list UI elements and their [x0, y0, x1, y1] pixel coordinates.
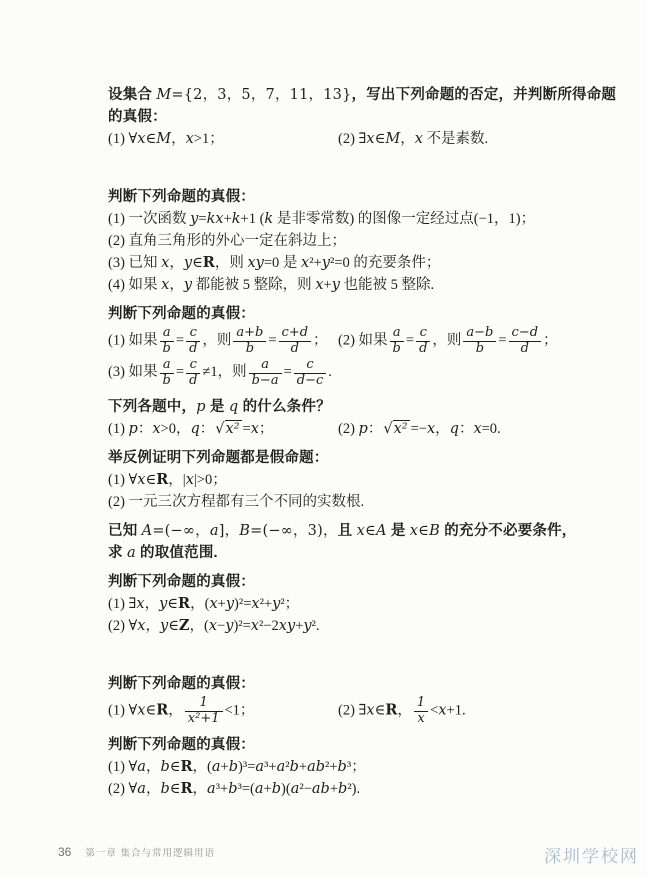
fraction-numerator: a	[160, 358, 174, 374]
math-variable: x	[473, 421, 482, 438]
math-variable: x	[161, 277, 170, 293]
problem-item-line	[108, 756, 600, 778]
math-variable: k	[264, 211, 274, 227]
fraction-denominator: d	[419, 340, 428, 356]
math-variable: a	[137, 781, 146, 798]
line-column: (2) ∃x∈M，x 不是素数.	[338, 131, 489, 147]
exercise-problem	[108, 673, 600, 727]
math-variable: a	[126, 545, 136, 562]
math-variable: x	[356, 523, 365, 540]
line-column: 求 a 的取值范围.	[108, 545, 218, 562]
fraction	[160, 358, 174, 388]
line-column: 判断下列命题的真假：	[108, 737, 255, 754]
math-variable: a	[255, 759, 265, 776]
math-variable: b	[160, 781, 170, 798]
math-variable: A	[375, 523, 387, 540]
exercise-problem	[108, 447, 600, 513]
radicand: x²	[393, 421, 408, 438]
page-footer	[58, 845, 215, 859]
math-variable: b	[228, 781, 238, 798]
problem-item-line	[108, 208, 600, 230]
line-column: (1) ∃x，y∈R，(x+y)²=x²+y²；	[108, 595, 300, 613]
line-column: (1) ∀x∈R， $\frac{1}{\text{x²+1}}$ <1；	[108, 695, 255, 726]
line-column: (1) ∀x∈M，x>1；	[108, 131, 224, 147]
math-variable: y	[190, 211, 199, 227]
line-column: (2) ∀x，y∈Z，(x−y)²=x²−2xy+y².	[108, 617, 320, 635]
problem-item-line	[108, 491, 600, 513]
problem-stem-line	[108, 106, 600, 128]
square-root	[383, 418, 409, 440]
fraction-numerator: c	[186, 326, 200, 342]
problem-item-line	[108, 778, 600, 800]
line-column: 下列各题中，p 是 q 的什么条件？	[108, 399, 331, 416]
fraction-numerator: a	[249, 358, 282, 374]
math-variable: p	[196, 399, 206, 416]
problem-item-line	[108, 357, 600, 389]
line-column: (1) p：x>0，q：√x² =x；	[108, 418, 338, 440]
math-variable: x	[438, 702, 447, 719]
problem-item-line	[108, 274, 600, 296]
math-variable: q	[228, 399, 239, 416]
line-column: (1) 一次函数 y=kx+k+1 (k 是非零常数) 的图像一定经过点(−1，1)；	[108, 211, 536, 227]
math-variable: b	[271, 781, 282, 798]
fraction-numerator: 1	[414, 696, 428, 712]
math-set-symbol: R	[178, 595, 191, 613]
line-column: (2) ∀a，b∈R，a³+b³=(a+b)(a²−ab+b²).	[108, 780, 361, 798]
line-column: 判断下列命题的真假：	[108, 189, 255, 205]
math-variable: y	[183, 255, 193, 271]
problem-item-line	[108, 418, 600, 440]
math-variable: M	[156, 87, 172, 103]
line-column: 判断下列命题的真假：	[108, 306, 255, 322]
fraction-denominator: x	[417, 710, 425, 726]
math-variable: x	[366, 702, 375, 719]
math-variable: xy	[278, 618, 296, 635]
fraction	[186, 358, 200, 388]
math-set-symbol: R	[156, 471, 169, 489]
math-variable: x	[414, 131, 423, 147]
math-variable: x	[301, 255, 310, 271]
problem-stem-line	[108, 673, 600, 695]
math-variable: b	[228, 759, 239, 776]
fraction-denominator: b	[162, 372, 171, 388]
math-variable: A	[141, 523, 153, 540]
math-variable: y	[272, 596, 281, 613]
line-column: (2) 一元三次方程都有三个不同的实数根.	[108, 494, 365, 511]
problem-stem-line	[108, 186, 600, 208]
math-set-symbol: R	[180, 758, 193, 776]
fraction-denominator: b	[245, 340, 255, 356]
fraction-denominator: b−a	[251, 372, 279, 388]
problem-item-line	[108, 230, 600, 252]
math-variable: x	[250, 618, 259, 635]
exercise-problem	[108, 520, 600, 564]
math-variable: y	[159, 596, 168, 613]
fraction-denominator: d	[520, 340, 529, 356]
radical-sign: √	[215, 421, 225, 438]
math-variable: b	[289, 759, 299, 776]
line-column: 的真假：	[108, 109, 167, 125]
line-column: (2) p：√x² =−x，q：x=0.	[338, 418, 600, 440]
math-variable: y	[303, 618, 312, 635]
math-variable: a	[290, 781, 300, 798]
math-variable: x	[137, 702, 146, 719]
math-variable: a	[276, 759, 286, 776]
fraction	[463, 326, 496, 356]
exercise-problem	[108, 396, 600, 440]
fraction-denominator: b	[475, 340, 485, 356]
math-variable: x	[137, 618, 146, 635]
math-variable: x	[161, 255, 170, 271]
math-set-symbol: R	[202, 254, 215, 271]
fraction-numerator: a	[160, 326, 174, 342]
exercise-problem	[108, 734, 600, 800]
math-set-symbol: R	[156, 701, 169, 719]
math-variable: y	[159, 618, 169, 635]
math-variable: ab	[307, 759, 326, 776]
line-column: 判断下列命题的真假：	[108, 574, 255, 591]
math-variable: p	[128, 421, 138, 438]
line-column: (2) 如果 $\frac{a}{b}$ = $\frac{c}{d}$ ，则 $\frac{a-b}{b}$ = $\frac{c-d}{d}$ ；	[338, 325, 558, 356]
line-column: (1) 如果 $\frac{a}{b}$ = $\frac{c}{d}$ ，则 $\frac{a+b}{b}$ = $\frac{c+d}{d}$ ；	[108, 325, 328, 356]
fraction	[414, 696, 428, 726]
math-variable: a	[211, 759, 221, 776]
square-root	[215, 418, 241, 440]
math-variable: M	[385, 131, 401, 147]
fraction-numerator: a	[390, 326, 404, 342]
line-column: (4) 如果 x，y 都能被 5 整除，则 x+y 也能被 5 整除.	[108, 277, 435, 293]
problem-stem-line	[108, 84, 617, 106]
line-column: (3) 如果 $\frac{a}{b}$ = $\frac{c}{d}$ ≠1，则 $\frac{a}{b-a}$ = $\frac{c}{d-c}$ .	[108, 357, 332, 388]
problem-item-line	[108, 615, 600, 637]
math-variable: x	[136, 596, 145, 613]
radicand: x²	[225, 421, 240, 438]
line-column: (1) ∀a，b∈R，(a+b)³=a³+a²b+ab²+b³；	[108, 758, 366, 776]
fraction	[249, 358, 282, 388]
math-set-symbol: Z	[178, 617, 190, 635]
line-column: (1) ∀x∈R，|x|>0；	[108, 471, 227, 489]
math-variable: y	[321, 255, 330, 271]
math-variable: a	[209, 523, 219, 540]
problem-item-line	[108, 252, 600, 274]
fraction	[416, 326, 430, 356]
exercise-content	[108, 84, 617, 807]
line-column: (2) ∃x∈R， $\frac{1}{x}$ <x+1.	[338, 695, 466, 726]
fraction	[186, 326, 200, 356]
math-variable: xy	[247, 255, 264, 271]
chapter-footer-title: 第一章 集合与常用逻辑用语	[85, 848, 215, 859]
fraction	[160, 326, 174, 356]
math-variable: x	[409, 523, 419, 540]
problem-stem-line	[108, 542, 600, 564]
math-variable: x	[251, 596, 260, 613]
fraction-denominator: d	[290, 340, 299, 356]
line-column: (2) 直角三角形的外心一定在斜边上；	[108, 233, 347, 249]
fraction-numerator: c	[294, 358, 327, 374]
math-variable: x	[250, 421, 259, 438]
exercise-problem	[108, 186, 600, 296]
problem-stem-line	[108, 447, 600, 469]
math-variable: k	[231, 211, 241, 227]
exercise-problem	[108, 303, 600, 389]
line-column: 举反例证明下列命题都是假命题：	[108, 450, 329, 467]
fraction-numerator: c	[416, 326, 430, 342]
radical-sign: √	[383, 421, 393, 438]
math-variable: x	[152, 421, 161, 438]
problem-stem-line	[108, 303, 600, 325]
fraction-numerator: 1	[185, 696, 223, 712]
math-roman: ]，	[218, 523, 240, 540]
math-roman: =(−∞，3)，	[250, 523, 338, 540]
math-roman: ∈	[365, 523, 376, 540]
problem-stem-line	[108, 396, 600, 418]
fraction	[390, 326, 404, 356]
math-set-symbol: R	[385, 701, 398, 719]
math-variable: q	[449, 421, 459, 438]
math-variable: b	[338, 781, 348, 798]
problem-item-line	[108, 128, 600, 150]
math-variable: b	[160, 759, 170, 776]
math-variable: B	[429, 523, 440, 540]
fraction	[279, 326, 312, 356]
fraction-denominator: b	[162, 340, 171, 356]
problem-stem-line	[108, 734, 600, 756]
math-variable: x	[137, 472, 146, 489]
math-roman: ∈	[418, 523, 430, 540]
line-column: 判断下列命题的真假：	[108, 676, 255, 693]
line-column: (3) 已知 x，y∈R，则 xy=0 是 x²+y²=0 的充要条件；	[108, 254, 441, 271]
math-variable: a	[207, 781, 216, 798]
math-roman: =(−∞，	[152, 523, 210, 540]
page-number: 36	[58, 845, 72, 859]
fraction-numerator: c+d	[279, 326, 312, 342]
math-variable: x	[426, 421, 436, 438]
math-variable: x	[209, 596, 218, 613]
exercise-problem	[108, 84, 617, 150]
problem-stem-line	[108, 520, 600, 542]
exercise-problem	[108, 571, 600, 637]
fraction	[294, 358, 327, 388]
fraction-denominator: b	[392, 340, 401, 356]
fraction-denominator: x²+1	[187, 710, 220, 726]
math-variable: x	[208, 618, 218, 635]
fraction-denominator: d	[189, 340, 198, 356]
math-variable: x	[366, 131, 375, 147]
math-variable: y	[183, 277, 193, 293]
fraction	[233, 326, 266, 356]
problem-stem-line	[108, 571, 600, 593]
problem-item-line	[108, 469, 600, 491]
math-set-symbol: R	[180, 780, 193, 798]
math-variable: y	[225, 618, 234, 635]
fraction-denominator: d−c	[296, 372, 324, 388]
math-variable: x	[137, 131, 146, 147]
math-variable: y	[331, 277, 340, 293]
math-variable: a	[254, 781, 264, 798]
math-variable: kx	[206, 211, 224, 227]
math-variable: M	[156, 131, 172, 147]
math-variable: a	[137, 759, 146, 776]
math-variable: x	[185, 131, 194, 147]
line-column: 已知 A=(−∞，a]，B=(−∞，3)，且 x∈A 是 x∈B 的充分不必要条件，	[108, 523, 577, 540]
line-column: 设集合 M={2，3，5，7，11，13}，写出下列命题的否定，并判断所得命题	[108, 87, 617, 103]
math-variable: x	[315, 277, 324, 293]
math-roman: ={2，3，5，7，11，13}	[171, 87, 352, 103]
fraction-numerator: a+b	[233, 326, 266, 342]
fraction-numerator: a−b	[463, 326, 496, 342]
problem-item-line	[108, 325, 600, 357]
fraction-numerator: c	[186, 358, 200, 374]
math-variable: b	[337, 759, 347, 776]
math-variable: p	[358, 421, 368, 438]
problem-item-line	[108, 593, 600, 615]
math-variable: q	[190, 421, 200, 438]
fraction-numerator: c−d	[509, 326, 542, 342]
math-variable: y	[225, 596, 235, 613]
math-variable: B	[239, 523, 251, 540]
problem-item-line	[108, 695, 600, 727]
fraction	[185, 696, 223, 726]
math-variable: x	[185, 472, 194, 489]
fraction	[509, 326, 542, 356]
fraction-denominator: d	[189, 372, 198, 388]
watermark: 深圳学校网	[544, 847, 639, 866]
math-variable: ab	[311, 781, 330, 798]
